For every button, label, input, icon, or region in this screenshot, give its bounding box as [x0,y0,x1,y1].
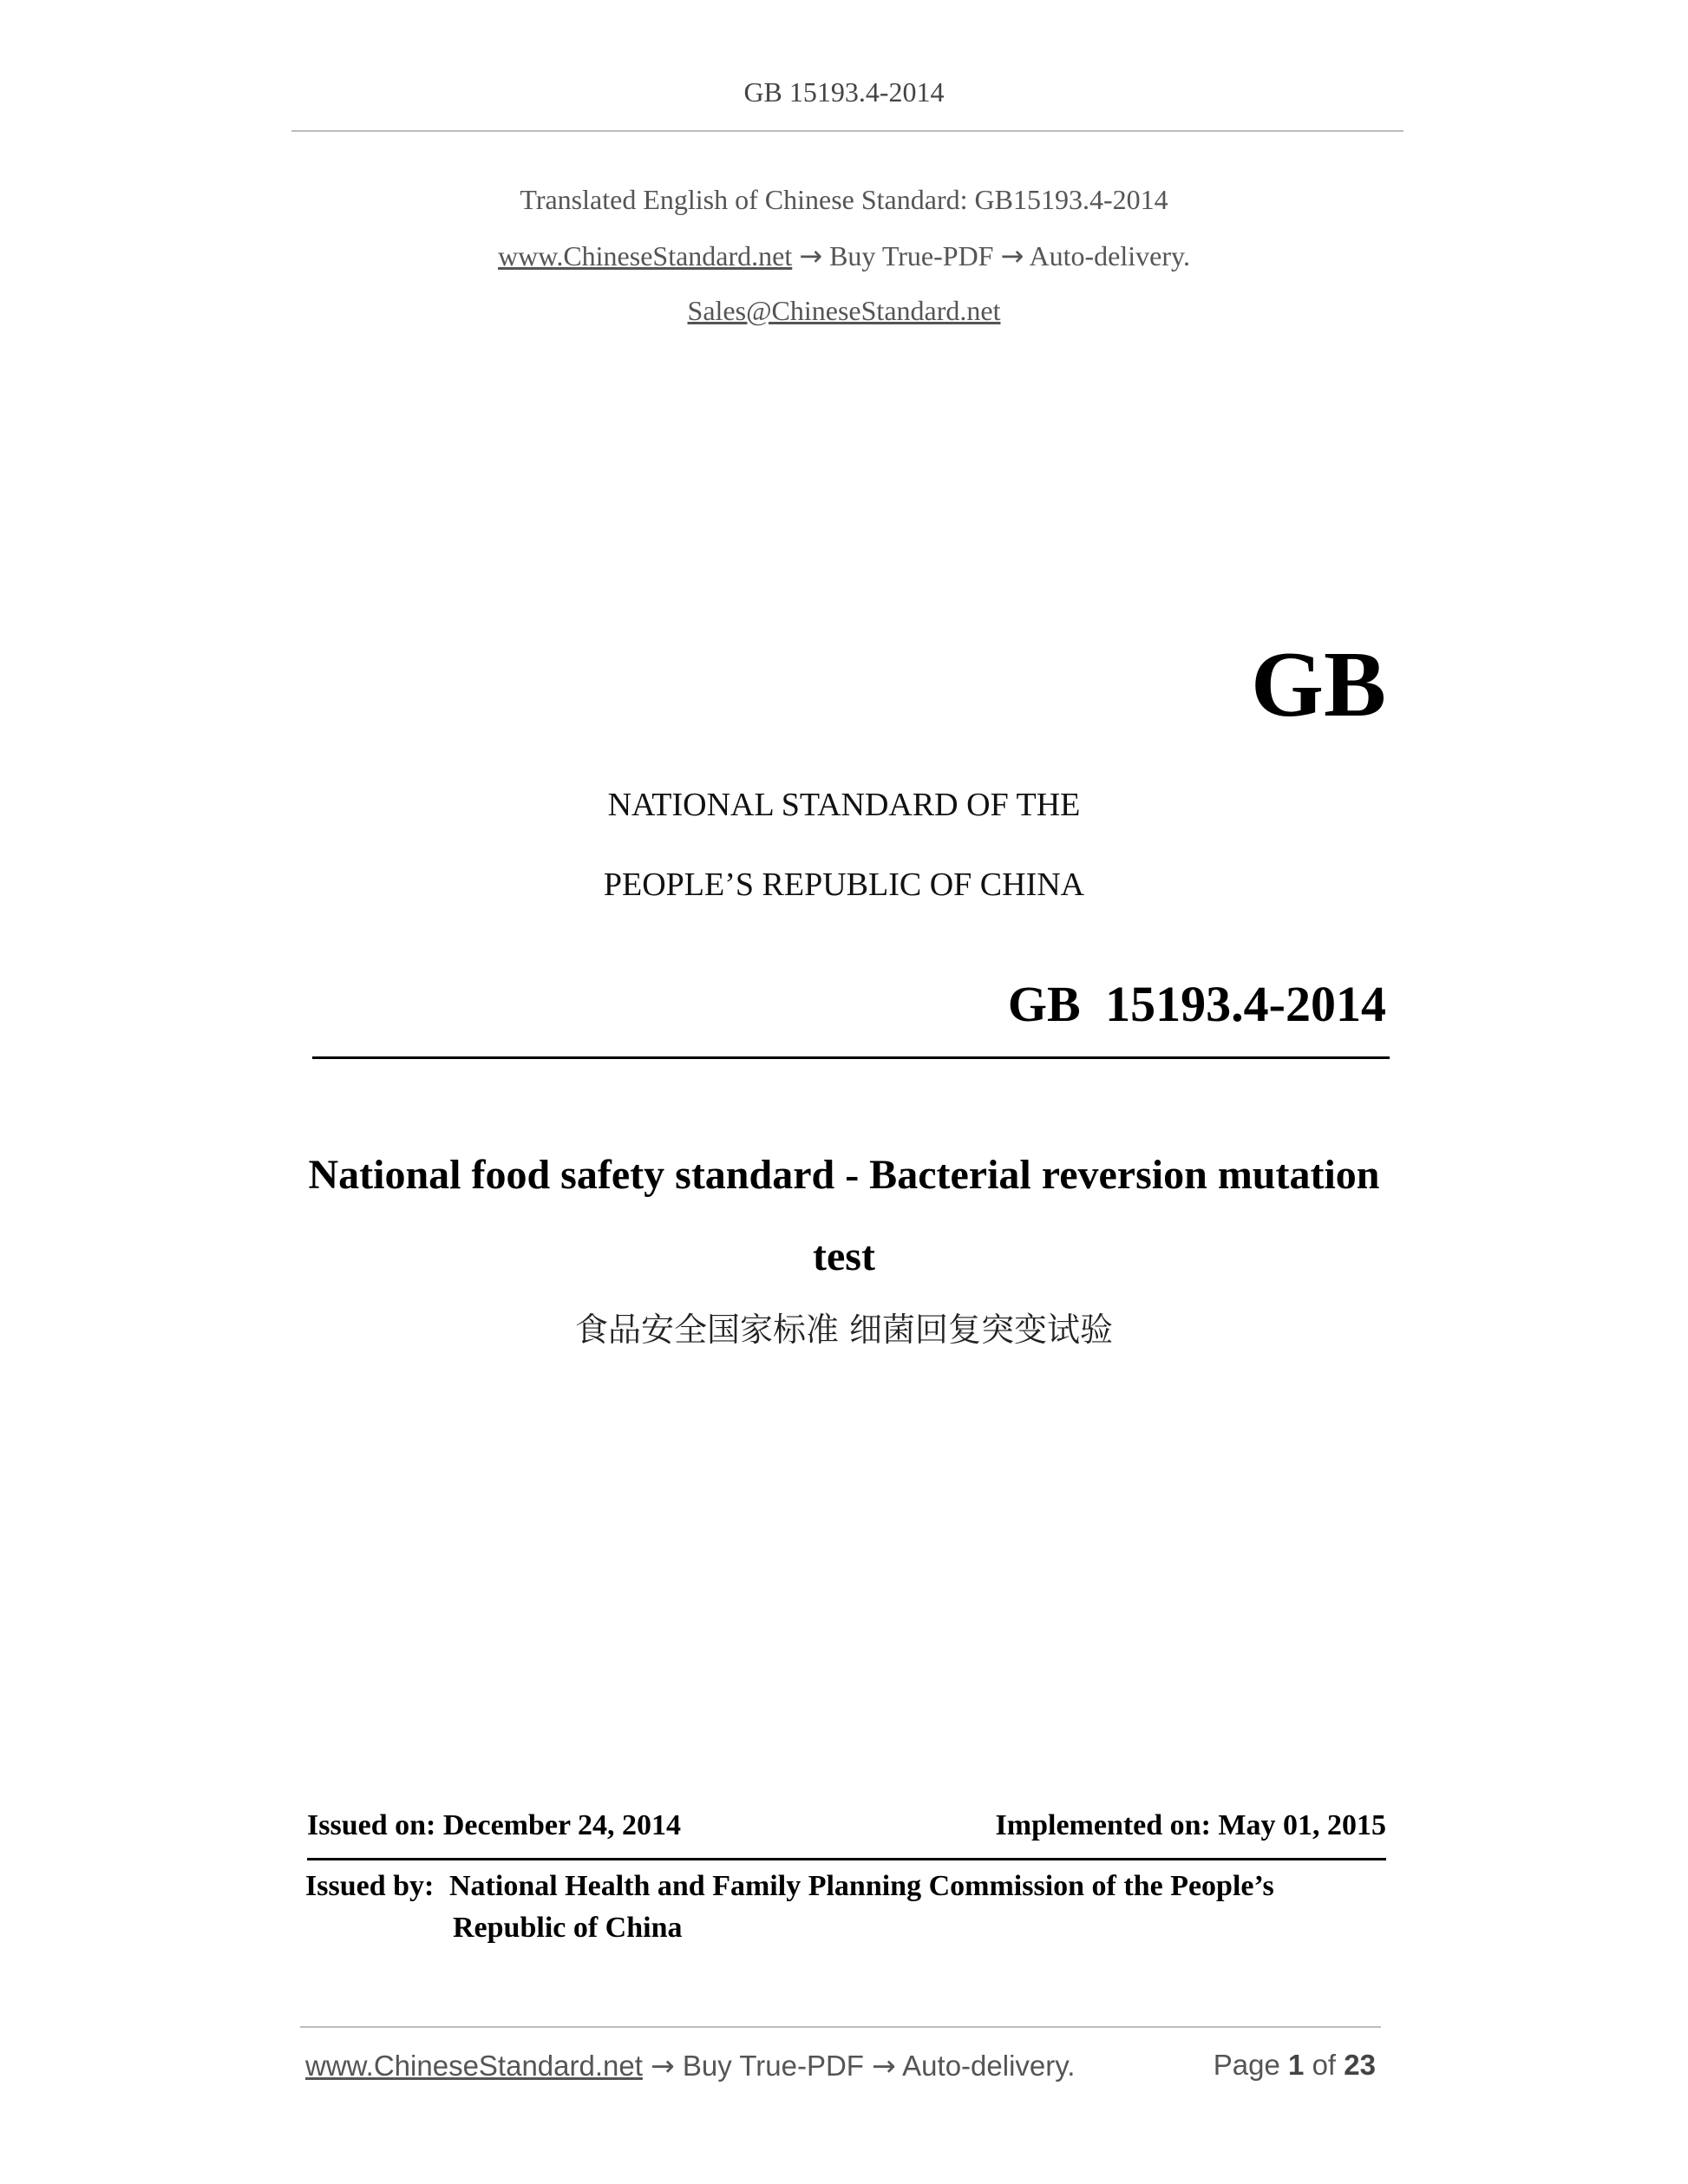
arrow-right-icon: → [651,2049,675,2083]
running-header: GB 15193.4-2014 [743,76,945,108]
gb-mark: GB [1250,633,1386,736]
document-title-line-2: test [813,1233,875,1279]
translation-notice-line: Translated English of Chinese Standard: GB15193.4-2014 [520,184,1168,215]
footer-site-link[interactable]: www.ChineseStandard.net [305,2050,643,2082]
title-divider [312,1056,1390,1059]
arrow-right-icon: → [799,239,823,272]
arrow-right-icon: → [1000,239,1024,272]
republic-line: PEOPLE’S REPUBLIC OF CHINA [603,866,1085,903]
page-current: 1 [1288,2049,1305,2081]
page-word: Page [1213,2049,1280,2081]
page-total: 23 [1344,2049,1376,2081]
document-title [295,1135,1393,1298]
issued-on-date: Issued on: December 24, 2014 [307,1809,681,1841]
issue-divider [307,1858,1386,1860]
issuer-line-2: Republic of China [453,1912,683,1944]
auto-delivery-text: Auto-delivery. [1029,240,1190,271]
implemented-on-date: Implemented on: May 01, 2015 [995,1809,1386,1841]
issued-by-label: Issued by: [305,1870,435,1902]
of-word: of [1312,2049,1337,2081]
document-title-line-1: National food safety standard - Bacterial reversion mutation [308,1152,1380,1198]
standard-number: GB 15193.4-2014 [1007,976,1386,1032]
footer-divider [300,2026,1381,2028]
footer-purchase-line [305,2049,1075,2083]
header-divider [291,130,1403,132]
sales-email-line [0,295,1688,327]
page-indicator [1214,2049,1376,2082]
sales-email-link[interactable]: Sales@ChineseStandard.net [687,295,1001,326]
chinese-title: 食品安全国家标准 细菌回复突变试验 [574,1311,1114,1349]
translation-purchase-line [0,239,1688,272]
chinese-standard-link[interactable]: www.ChineseStandard.net [498,240,793,271]
buy-true-pdf-text: Buy True-PDF [829,240,994,271]
footer-delivery-text: Auto-delivery. [902,2050,1076,2082]
arrow-right-icon: → [872,2049,896,2083]
national-standard-line: NATIONAL STANDARD OF THE [607,787,1081,823]
footer-buy-text: Buy True-PDF [682,2050,864,2082]
issuer-line-1: National Health and Family Planning Commission of the People’s [449,1870,1274,1902]
